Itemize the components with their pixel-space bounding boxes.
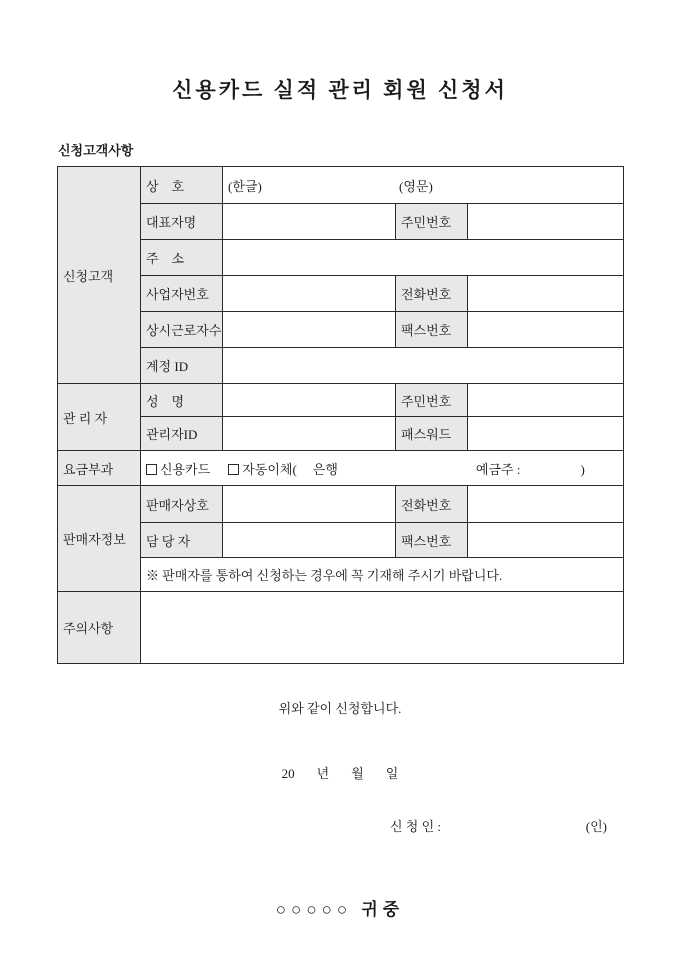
seller-store-label: 판매자상호 (141, 486, 223, 523)
manager-resident-no-label: 주민번호 (396, 384, 468, 417)
billing-method-cell (141, 451, 624, 486)
application-form-table (57, 166, 624, 664)
address-field[interactable] (223, 240, 624, 276)
credit-card-label: 신용카드 (160, 461, 211, 477)
date-line (57, 763, 623, 782)
section-label: 신청고객사항 (58, 143, 134, 158)
row-manager-name (58, 384, 624, 417)
date-year-prefix: 20 (281, 766, 295, 781)
employee-count-label: 상시근로자수 (141, 312, 223, 348)
date-day-label: 일 (385, 766, 399, 781)
account-holder-label: 예금주 : (475, 461, 521, 477)
caution-content-area (141, 592, 624, 664)
form-title: 신용카드 실적 관리 회원 신청서 (172, 78, 508, 102)
account-holder-field[interactable] (520, 462, 580, 474)
seller-phone-field[interactable] (468, 486, 624, 523)
seller-phone-label: 전화번호 (396, 486, 468, 523)
row-employees (58, 312, 624, 348)
row-account-id (58, 348, 624, 384)
auto-transfer-checkbox[interactable] (228, 464, 239, 475)
korean-name-hint: (한글) (228, 178, 262, 194)
row-caution (58, 592, 624, 664)
seller-fax-field[interactable] (468, 523, 624, 558)
row-billing (58, 451, 624, 486)
business-no-field[interactable] (223, 276, 396, 312)
account-id-label: 계정 ID (141, 348, 223, 384)
employee-count-field[interactable] (223, 312, 396, 348)
group-label-caution: 주의사항 (58, 592, 141, 664)
group-label-billing: 요금부과 (58, 451, 141, 486)
manager-name-label: 성 명 (141, 384, 223, 417)
address-label: 주 소 (141, 240, 223, 276)
date-year-label: 년 (316, 766, 330, 781)
applicant-fax-label: 팩스번호 (396, 312, 468, 348)
row-business-no (58, 276, 624, 312)
row-address (58, 240, 624, 276)
account-id-field[interactable] (223, 348, 624, 384)
recipient-line: ○○○○○ 귀중 (275, 900, 405, 919)
row-seller-note (58, 558, 624, 592)
ceo-name-field[interactable] (223, 204, 396, 240)
business-no-label: 사업자번호 (141, 276, 223, 312)
row-seller-store (58, 486, 624, 523)
password-field[interactable] (468, 417, 624, 451)
closing-paren-label: ) (580, 461, 585, 477)
english-name-hint: (영문) (399, 178, 433, 194)
applicant-name-label: 신 청 인 : (390, 819, 442, 834)
applicant-line (57, 816, 623, 835)
seal-label: (인) (585, 819, 607, 834)
applicant-resident-no-field[interactable] (468, 204, 624, 240)
bank-name-field[interactable] (297, 462, 313, 474)
bank-label: 은행 (312, 461, 338, 477)
seller-store-field[interactable] (223, 486, 396, 523)
applicant-fax-field[interactable] (468, 312, 624, 348)
date-month-label: 월 (351, 766, 364, 781)
manager-resident-no-field[interactable] (468, 384, 624, 417)
ceo-name-label: 대표자명 (141, 204, 223, 240)
row-seller-contact (58, 523, 624, 558)
auto-transfer-label: 자동이체( (242, 461, 297, 477)
row-ceo (58, 204, 624, 240)
company-name-field[interactable] (223, 167, 624, 204)
group-label-seller: 판매자정보 (58, 486, 141, 592)
seller-fax-label: 팩스번호 (396, 523, 468, 558)
company-name-label: 상 호 (141, 167, 223, 204)
seller-contact-field[interactable] (223, 523, 396, 558)
seller-note: ※ 판매자를 통하여 신청하는 경우에 꼭 기재해 주시기 바랍니다. (141, 558, 624, 592)
manager-id-label: 관리자ID (141, 417, 223, 451)
manager-id-field[interactable] (223, 417, 396, 451)
group-label-manager: 관 리 자 (58, 384, 141, 451)
row-company-name (58, 167, 624, 204)
applicant-resident-no-label: 주민번호 (396, 204, 468, 240)
seller-contact-label: 담 당 자 (141, 523, 223, 558)
manager-name-field[interactable] (223, 384, 396, 417)
closing-statement: 위와 같이 신청합니다. (278, 701, 402, 716)
group-label-applicant: 신청고객 (58, 167, 141, 384)
credit-card-checkbox[interactable] (146, 464, 157, 475)
applicant-phone-label: 전화번호 (396, 276, 468, 312)
password-label: 패스워드 (396, 417, 468, 451)
applicant-phone-field[interactable] (468, 276, 624, 312)
row-manager-id (58, 417, 624, 451)
